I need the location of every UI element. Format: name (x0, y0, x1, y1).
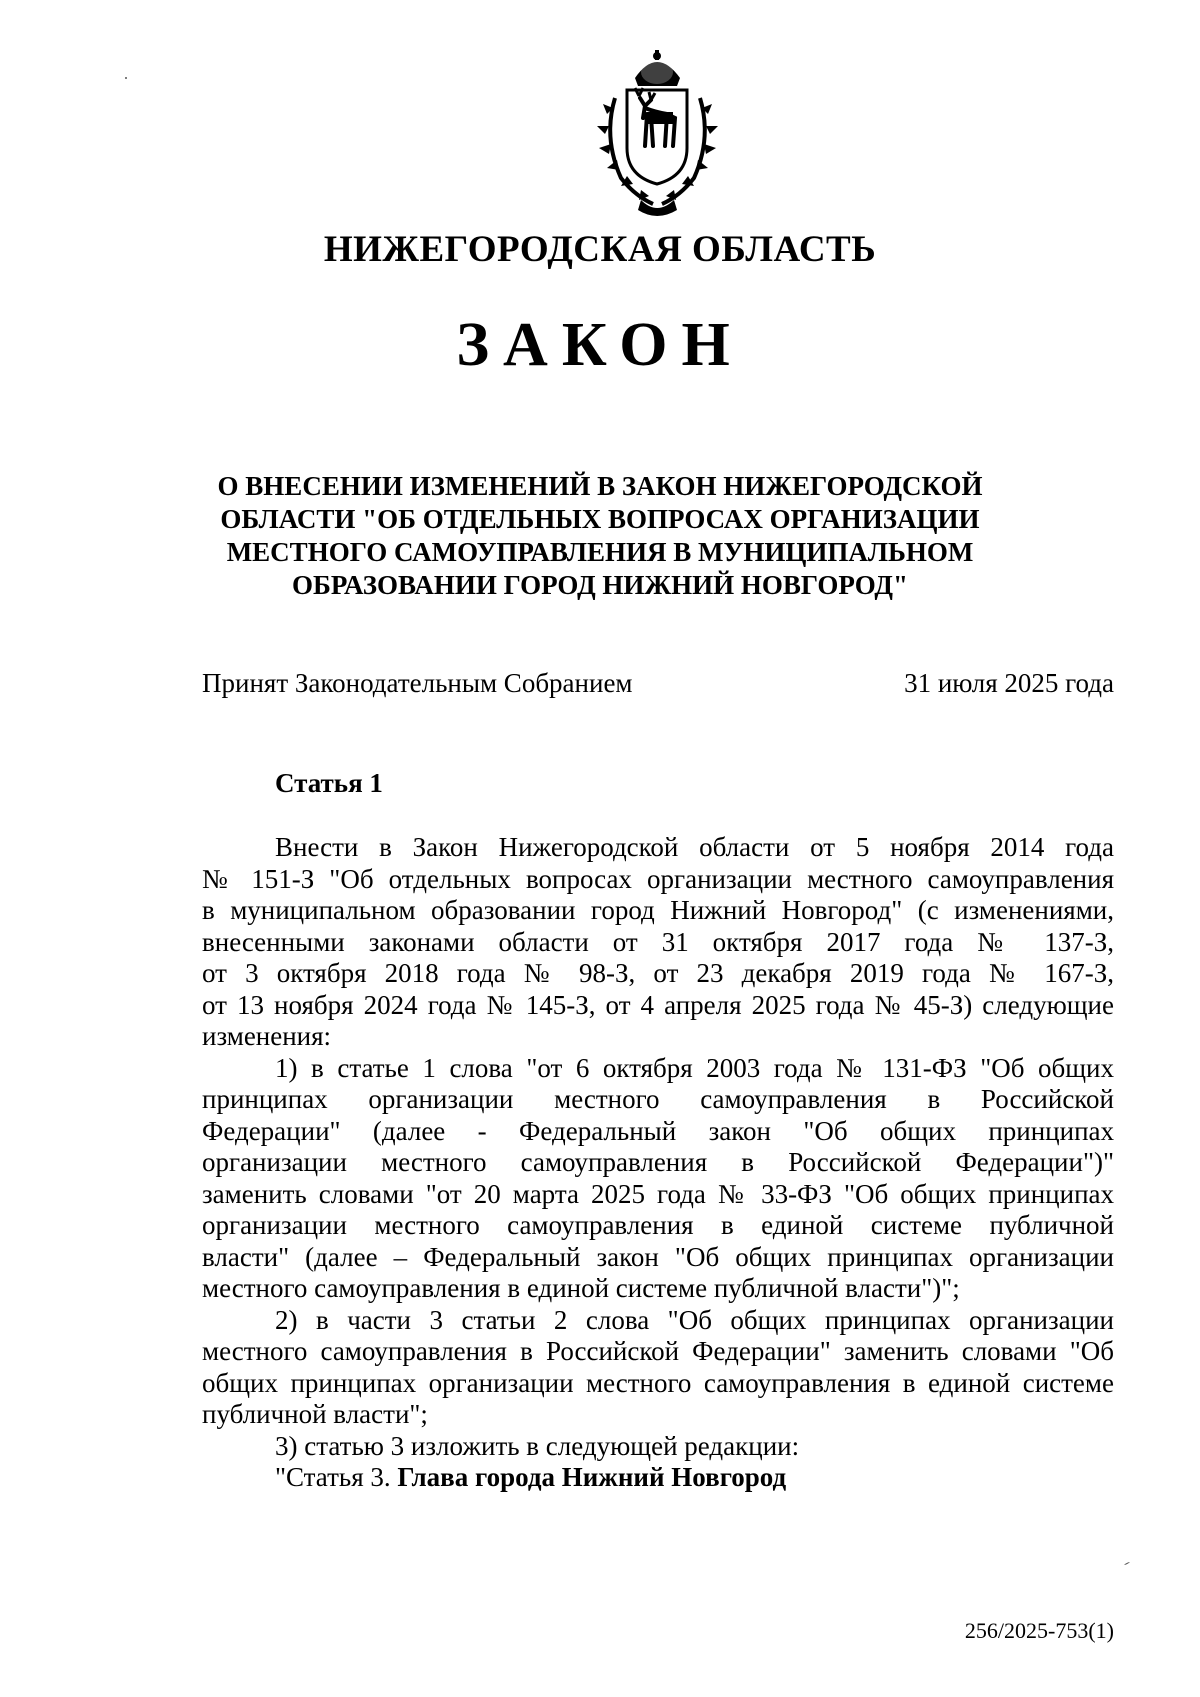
body-line: внесенными законами области от 31 октября 2017 года № 137-З, (202, 926, 1114, 957)
body-line: Внести в Закон Нижегородской области от 5 ноября 2014 года (275, 832, 1114, 862)
body-line: организации местного самоуправления в Российской Федерации")" (202, 1147, 1114, 1177)
coat-of-arms-icon (585, 48, 730, 218)
body-line: местного самоуправления в единой системе публичной власти")"; (202, 1273, 960, 1303)
body-line: от 3 октября 2018 года № 98-З, от 23 декабря 2019 года № 167-З, (202, 958, 1114, 988)
article-heading: Статья 1 (275, 768, 383, 798)
body-line: 3) статью 3 изложить в следующей редакции: (275, 1430, 800, 1461)
last-line-prefix: "Статья 3. (275, 1462, 398, 1492)
body-line: общих принципах организации местного самоуправления в единой системе (202, 1367, 1114, 1398)
region-name: НИЖЕГОРОДСКАЯ ОБЛАСТЬ (323, 229, 877, 270)
body-line: местного самоуправления в Российской Федерации" заменить словами "Об (202, 1336, 1114, 1366)
law-title-line: МЕСТНОГО САМОУПРАВЛЕНИЯ В МУНИЦИПАЛЬНОМ (226, 537, 974, 567)
adoption-date: 31 июля 2025 года (904, 668, 1114, 698)
body-line: № 151-З "Об отдельных вопросах организации местного самоуправления (202, 863, 1114, 894)
body-line: Федерации" (далее - Федеральный закон "Об общих принципах (202, 1115, 1114, 1146)
body-line: 2) в части 3 статьи 2 слова "Об общих принципах организации (275, 1304, 1114, 1335)
adoption-text: Принят Законодательным Собранием (202, 668, 633, 698)
body-line: от 13 ноября 2024 года № 145-З, от 4 апреля 2025 года № 45-З) следующие (202, 989, 1114, 1020)
body-line-last (202, 1462, 1114, 1494)
adoption-line (202, 668, 1114, 699)
scan-speck (1124, 1562, 1130, 1565)
law-title (200, 470, 1000, 602)
body-line: изменения: (202, 1021, 332, 1051)
scan-speck (125, 77, 127, 79)
body-line: принципах организации местного самоуправления в Российской (202, 1084, 1114, 1114)
body-line: организации местного самоуправления в единой системе публичной (202, 1210, 1114, 1240)
body-line: в муниципальном образовании город Нижний Новгород" (с изменениями, (202, 895, 1114, 925)
body-line: власти" (далее – Федеральный закон "Об общих принципах организации (202, 1241, 1114, 1272)
document-type: ЗАКОН (456, 311, 744, 379)
body-line: заменить словами "от 20 марта 2025 года № 33-ФЗ "Об общих принципах (202, 1178, 1114, 1209)
law-title-line: ОБЛАСТИ "ОБ ОТДЕЛЬНЫХ ВОПРОСАХ ОРГАНИЗАЦИИ (220, 504, 980, 534)
body-line: 1) в статье 1 слова "от 6 октября 2003 года № 131-ФЗ "Об общих (275, 1052, 1114, 1083)
last-line-bold: Глава города Нижний Новгород (397, 1462, 787, 1492)
body-line: публичной власти"; (202, 1399, 428, 1429)
article-body (202, 832, 1114, 1494)
document-number: 256/2025-753(1) (964, 1618, 1114, 1643)
law-title-line: ОБРАЗОВАНИИ ГОРОД НИЖНИЙ НОВГОРОД" (292, 570, 908, 600)
law-title-line: О ВНЕСЕНИИ ИЗМЕНЕНИЙ В ЗАКОН НИЖЕГОРОДСКОЙ (217, 471, 983, 501)
